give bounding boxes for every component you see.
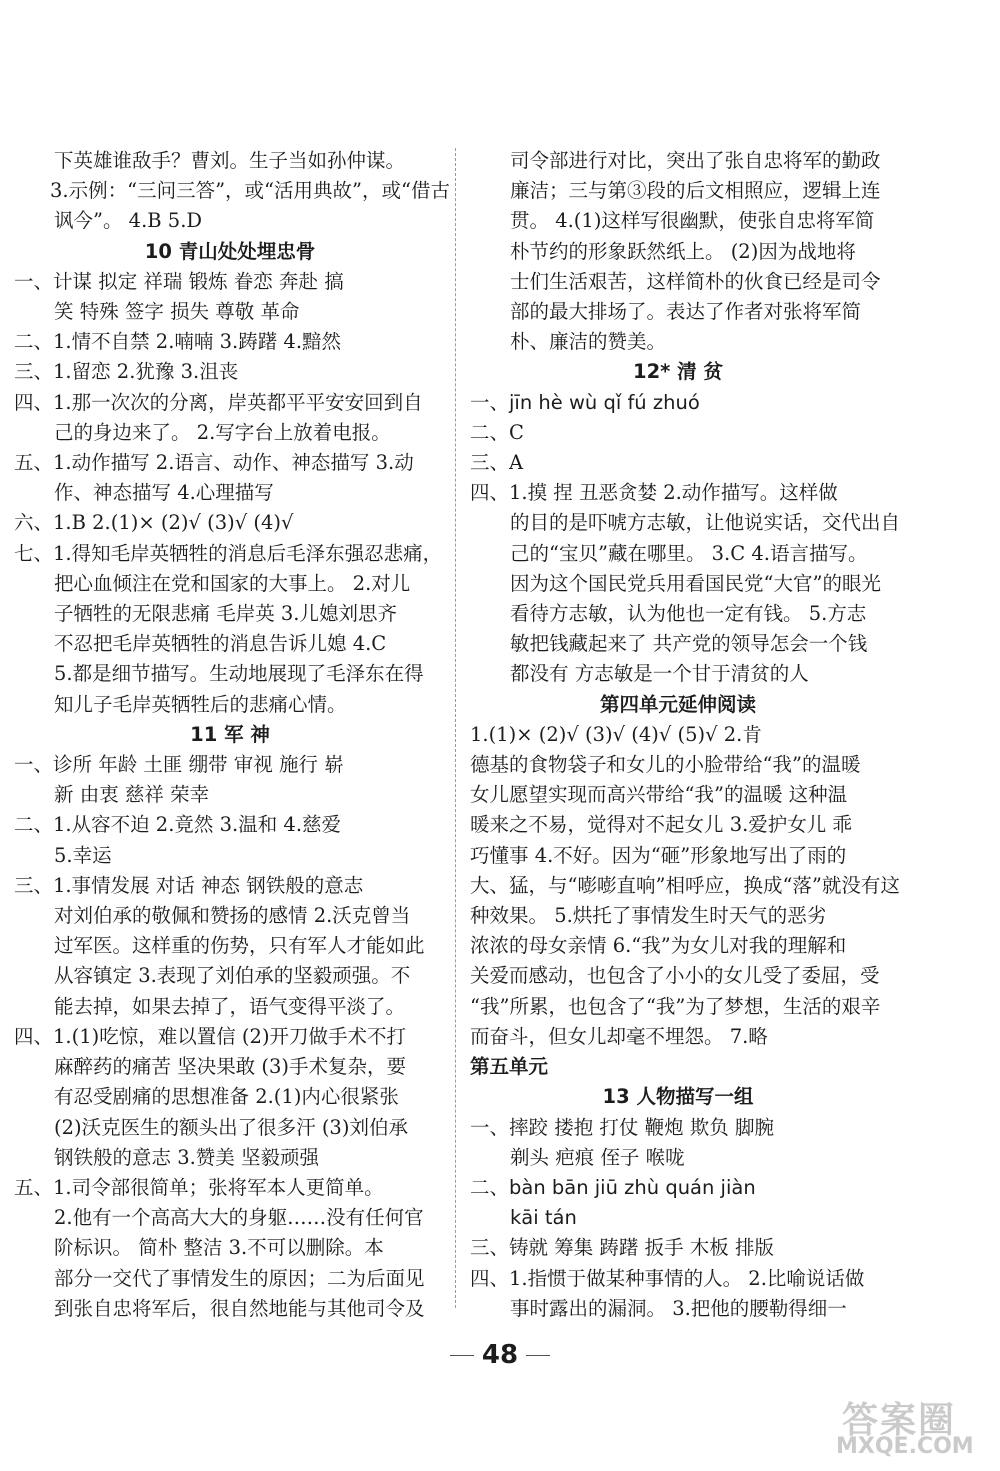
answer-line: 大、猛，与“嘭嘭直响”相呼应，换成“落”就没有这 bbox=[470, 873, 900, 897]
answer-line: 二、1.从容不迫 2.竟然 3.温和 4.慈爱 bbox=[14, 813, 342, 837]
left-column bbox=[14, 146, 450, 1324]
answer-line: 七、1.得知毛岸英牺牲的消息后毛泽东强忍悲痛， bbox=[14, 541, 443, 565]
answer-line: 四、1.摸 捏 丑恶贪婪 2.动作描写。这样做 bbox=[470, 481, 838, 505]
answer-line: 六、1.B 2.(1)× (2)√ (3)√ (4)√ bbox=[14, 511, 294, 535]
right-column bbox=[470, 146, 901, 1324]
answer-line: 二、1.情不自禁 2.喃喃 3.踌躇 4.黯然 bbox=[14, 330, 342, 354]
section-heading: 第五单元 bbox=[470, 1055, 549, 1079]
answer-line: 二、bàn bān jiū zhù quán jiàn bbox=[470, 1175, 756, 1199]
answer-line: 五、1.司令部很简单；张将军本人更简单。 bbox=[14, 1175, 384, 1199]
answer-line: 司令部进行对比，突出了张自忠将军的勤政 bbox=[510, 149, 881, 172]
answer-line: 三、1.事情发展 对话 神态 钢铁般的意志 bbox=[14, 873, 364, 897]
watermark-logo bbox=[836, 1392, 996, 1468]
section-heading: 10 青山处处埋忠骨 bbox=[144, 239, 316, 263]
answer-line: 把心血倾注在党和国家的大事上。 2.对儿 bbox=[54, 571, 411, 595]
answer-line: 己的“宝贝”藏在哪里。 3.C 4.语言描写。 bbox=[510, 541, 868, 565]
answer-line: 一、计谋 拟定 祥瑞 锻炼 眷恋 奔赴 搞 bbox=[14, 269, 344, 293]
answer-line: 5.幸运 bbox=[54, 843, 112, 867]
answer-line: (2)沃克医生的额头出了很多汗 (3)刘伯承 bbox=[54, 1115, 408, 1139]
answer-line: 一、jīn hè wù qǐ fú zhuó bbox=[470, 390, 700, 414]
answer-line: 四、1.那一次次的分离，岸英都平平安安回到自 bbox=[14, 390, 423, 414]
column-divider bbox=[455, 148, 456, 1308]
answer-line: 三、1.留恋 2.犹豫 3.沮丧 bbox=[14, 360, 239, 384]
answer-line: 朴节约的形象跃然纸上。 (2)因为战地将 bbox=[510, 239, 856, 263]
answer-line: 种效果。 5.烘托了事情发生时天气的恶劣 bbox=[470, 904, 827, 928]
answer-line: 2.他有一个高高大大的身躯……没有任何官 bbox=[54, 1206, 424, 1230]
answer-line: 知儿子毛岸英牺牲后的悲痛心情。 bbox=[54, 692, 347, 716]
answer-line: 部分一交代了事情发生的原因；二为后面见 bbox=[54, 1266, 425, 1290]
section-heading: 13 人物描写一组 bbox=[602, 1085, 754, 1109]
watermark-url: MXQE.COM bbox=[836, 1434, 974, 1459]
answer-line: 有忍受剧痛的思想准备 2.(1)内心很紧张 bbox=[54, 1085, 399, 1109]
answer-line: 都没有 方志敏是一个甘于清贫的人 bbox=[510, 662, 809, 686]
answer-line: 不忍把毛岸英牺牲的消息告诉儿媳 4.C bbox=[54, 632, 387, 656]
answer-line: 5.都是细节描写。生动地展现了毛泽东在得 bbox=[54, 662, 424, 686]
answer-line: 暖来之不易，觉得对不起女儿 3.爱护女儿 乖 bbox=[470, 813, 853, 837]
answer-line: 士们生活艰苦，这样简朴的伙食已经是司令 bbox=[510, 269, 881, 293]
answer-line: 己的身边来了。 2.写字台上放着电报。 bbox=[54, 420, 391, 444]
answer-line: 讽今”。 4.B 5.D bbox=[54, 209, 203, 233]
page-number-text: 48 bbox=[481, 1340, 519, 1370]
answer-line: 五、1.动作描写 2.语言、动作、神态描写 3.动 bbox=[14, 451, 414, 475]
answer-line: 巧懂事 4.不好。因为“砸”形象地写出了雨的 bbox=[470, 843, 847, 867]
answer-line: 剃头 疤痕 侄子 喉咙 bbox=[510, 1145, 685, 1169]
answer-line: 关爱而感动，也包含了小小的女儿受了委屈，受 bbox=[470, 964, 880, 988]
answer-line: 三、A bbox=[470, 451, 524, 475]
answer-line: 事时露出的漏洞。 3.把他的腰勒得细一 bbox=[510, 1296, 847, 1320]
answer-line: 笑 特殊 签字 损失 尊敬 革命 bbox=[54, 300, 300, 324]
answer-line: 从容镇定 3.表现了刘伯承的坚毅顽强。不 bbox=[54, 964, 411, 988]
answer-line: 1.(1)× (2)√ (3)√ (4)√ (5)√ 2.肯 bbox=[470, 722, 762, 746]
answer-line: 朴、廉洁的赞美。 bbox=[510, 330, 667, 354]
answer-line: 钢铁般的意志 3.赞美 坚毅顽强 bbox=[54, 1145, 320, 1169]
answer-line: 3.示例：“三问三答”，或“活用典故”，或“借古 bbox=[50, 179, 450, 203]
answer-line: 而奋斗，但女儿却毫不埋怨。 7.略 bbox=[470, 1024, 768, 1048]
answer-line: 新 由衷 慈祥 荣幸 bbox=[54, 783, 210, 807]
answer-line: 阶标识。 简朴 整洁 3.不可以删除。本 bbox=[54, 1236, 384, 1260]
answer-line: 能去掉，如果去掉了，语气变得平淡了。 bbox=[54, 994, 406, 1018]
answer-line: 三、铸就 筹集 踌躇 扳手 木板 排版 bbox=[470, 1236, 774, 1260]
answer-line: 下英雄谁敌手？曹刘。生子当如孙仲谋。 bbox=[54, 149, 406, 172]
answer-line: 德基的食物袋子和女儿的小脸带给“我”的温暖 bbox=[470, 753, 861, 777]
answer-line: 四、1.(1)吃惊，难以置信 (2)开刀做手术不打 bbox=[14, 1024, 407, 1048]
answer-line: 廉洁；三与第③段的后文相照应，逻辑上连 bbox=[510, 179, 881, 203]
answer-line: 二、C bbox=[470, 420, 524, 444]
page-number bbox=[440, 1340, 560, 1370]
answer-line: 作、神态描写 4.心理描写 bbox=[54, 481, 274, 505]
answer-line: kāi tán bbox=[510, 1206, 577, 1230]
section-heading: 第四单元延伸阅读 bbox=[599, 692, 756, 716]
answer-line: 敏把钱藏起来了 共产党的领导怎会一个钱 bbox=[510, 632, 868, 656]
answer-line: 过军医。这样重的伤势，只有军人才能如此 bbox=[54, 934, 425, 958]
answer-line: 看待方志敏，认为他也一定有钱。 5.方志 bbox=[510, 602, 867, 626]
answer-line: 浓浓的母女亲情 6.“我”为女儿对我的理解和 bbox=[470, 934, 847, 958]
answer-line: 麻醉药的痛苦 坚决果敢 (3)手术复杂，要 bbox=[54, 1055, 407, 1079]
answer-line: 对刘伯承的敬佩和赞扬的感情 2.沃克曾当 bbox=[54, 904, 411, 928]
answer-line: 贯。 4.(1)这样写很幽默，使张自忠将军简 bbox=[510, 209, 875, 233]
answer-line: 女儿愿望实现而高兴带给“我”的温暖 这种温 bbox=[470, 783, 848, 807]
answer-line: 因为这个国民党兵用看国民党“大官”的眼光 bbox=[510, 571, 881, 595]
section-heading: 11 军 神 bbox=[190, 722, 270, 746]
answer-line: 一、诊所 年龄 土匪 绷带 审视 施行 崭 bbox=[14, 753, 344, 777]
answer-line: 一、摔跤 搂抱 打仗 鞭炮 欺负 脚腕 bbox=[470, 1115, 774, 1139]
answer-line: 四、1.指惯于做某种事情的人。 2.比喻说话做 bbox=[470, 1266, 865, 1290]
answer-line: 到张自忠将军后，很自然地能与其他司令及 bbox=[54, 1296, 425, 1320]
section-heading: 12* 清 贫 bbox=[633, 360, 723, 384]
answer-line: 部的最大排场了。表达了作者对张将军简 bbox=[510, 300, 862, 324]
answer-line: 子牺牲的无限悲痛 毛岸英 3.儿媳刘思齐 bbox=[54, 602, 398, 626]
answer-line: 的目的是吓唬方志敏，让他说实话，交代出自 bbox=[510, 511, 901, 535]
watermark-title: 答案圈 bbox=[842, 1400, 957, 1441]
answer-line: “我”所累，也包含了“我”为了梦想，生活的艰辛 bbox=[470, 994, 881, 1018]
